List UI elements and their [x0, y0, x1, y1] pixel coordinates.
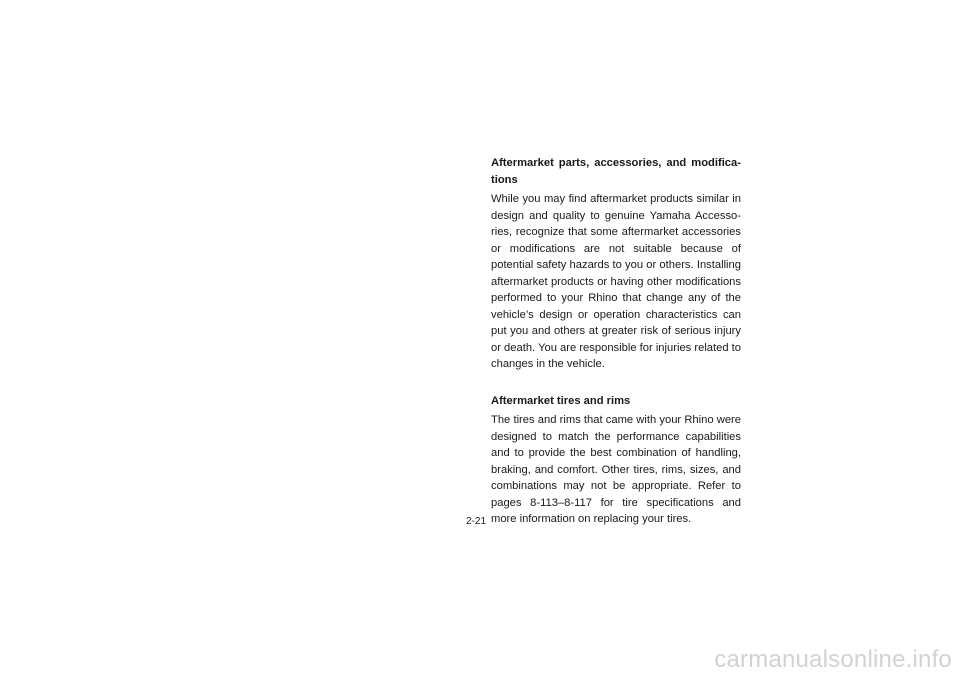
page-number: 2-21 — [466, 516, 487, 527]
manual-page-content — [491, 155, 741, 528]
watermark: carmanualsonline.info — [714, 646, 952, 673]
paragraph-aftermarket-parts: While you may find aftermarket products similar in design and quality to genuine Yamaha Accessories, recognize that some aftermarket accessories or modifications are not suitable because of potential safety hazards to you or others. Installing aftermarket products or having other modifications performed to your Rhino that change any of the vehicle’s design or operation characteristics can put you and others at greater risk of serious injury or death. You are responsible for injuries related to changes in the vehicle. — [491, 193, 742, 370]
heading-aftermarket-tires: Aftermarket tires and rims — [491, 394, 631, 407]
paragraph-aftermarket-tires: The tires and rims that came with your Rhino were designed to match the performance capabilities and to provide the best combination of handling, braking, and comfort. Other tires, rims, sizes, and combinations may not be appropriate. Refer to pages 8-113–8-117 for tire specifications and more information on replacing your tires. — [491, 414, 741, 525]
heading-aftermarket-parts: Aftermarket parts, accessories, and modifications — [491, 157, 741, 186]
